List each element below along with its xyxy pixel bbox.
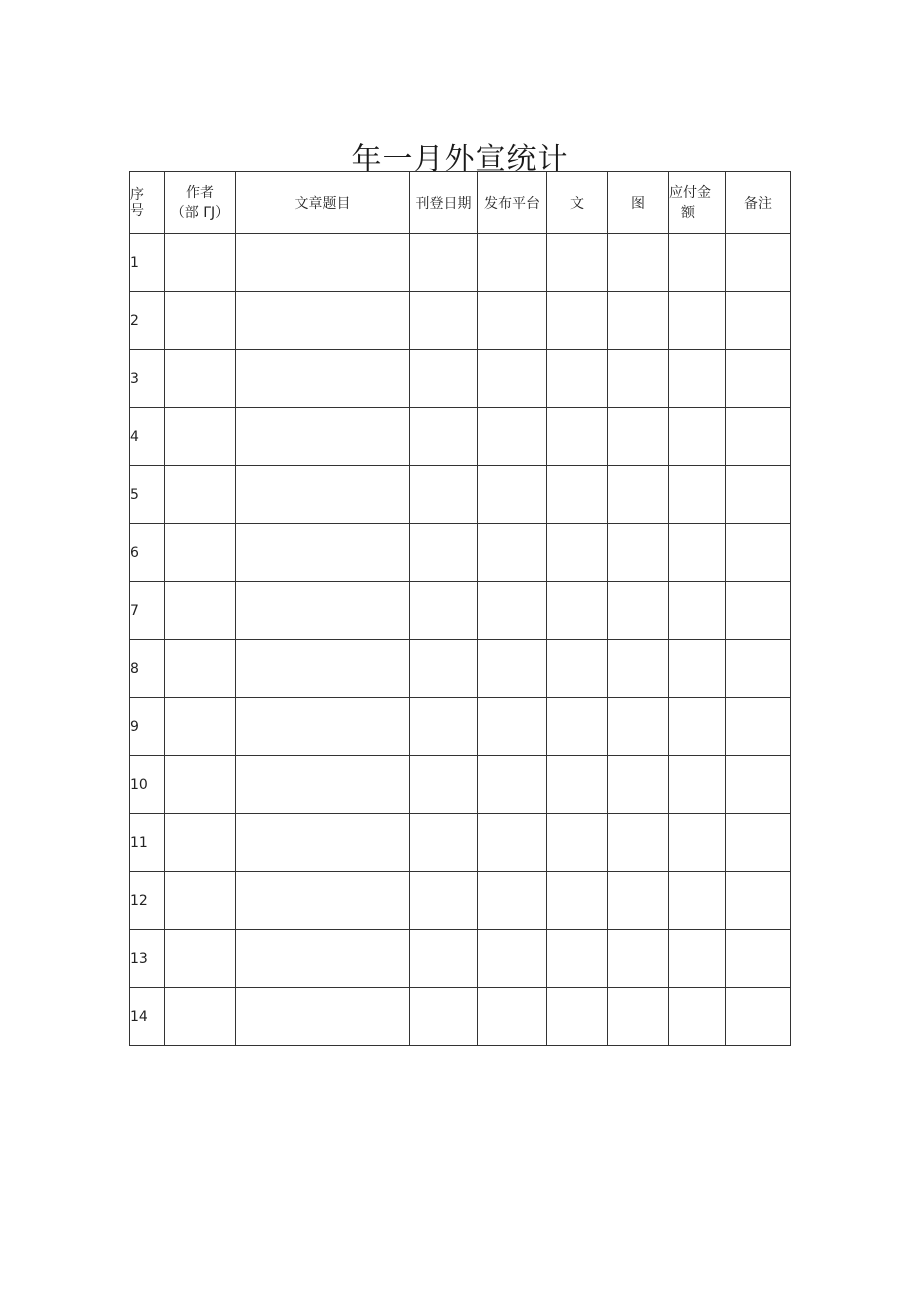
platform-cell[interactable]	[478, 872, 547, 930]
article-title-cell[interactable]	[236, 756, 410, 814]
author-cell[interactable]	[165, 234, 236, 292]
table-row	[130, 582, 791, 640]
header-amount: 应付金 额	[669, 172, 726, 234]
amount-cell[interactable]	[669, 756, 726, 814]
article-title-cell[interactable]	[236, 350, 410, 408]
author-cell[interactable]	[165, 466, 236, 524]
publish-date-cell[interactable]	[410, 582, 478, 640]
amount-cell[interactable]	[669, 698, 726, 756]
article-title-cell[interactable]	[236, 640, 410, 698]
row-number: 13	[130, 930, 165, 988]
author-cell[interactable]	[165, 350, 236, 408]
text-cell[interactable]	[547, 350, 608, 408]
text-cell[interactable]	[547, 524, 608, 582]
image-cell[interactable]	[608, 582, 669, 640]
row-number: 12	[130, 872, 165, 930]
amount-cell[interactable]	[669, 234, 726, 292]
platform-cell[interactable]	[478, 814, 547, 872]
header-seq: 序 号	[130, 172, 165, 234]
article-title-cell[interactable]	[236, 408, 410, 466]
amount-cell[interactable]	[669, 292, 726, 350]
amount-cell[interactable]	[669, 350, 726, 408]
image-cell[interactable]	[608, 234, 669, 292]
header-platform: 发布平台	[478, 172, 547, 234]
table-row	[130, 756, 791, 814]
image-cell[interactable]	[608, 408, 669, 466]
table-row	[130, 350, 791, 408]
header-article-title: 文章题目	[236, 172, 410, 234]
remarks-cell[interactable]	[726, 408, 791, 466]
author-cell[interactable]	[165, 524, 236, 582]
text-cell[interactable]	[547, 988, 608, 1046]
amount-cell[interactable]	[669, 524, 726, 582]
page-title: 年一月外宣统计	[351, 142, 569, 177]
article-title-cell[interactable]	[236, 698, 410, 756]
image-cell[interactable]	[608, 930, 669, 988]
amount-cell[interactable]	[669, 872, 726, 930]
image-cell[interactable]	[608, 872, 669, 930]
amount-cell[interactable]	[669, 814, 726, 872]
header-text: 文	[547, 172, 608, 234]
author-cell[interactable]	[165, 698, 236, 756]
header-row	[130, 172, 791, 234]
platform-cell[interactable]	[478, 988, 547, 1046]
remarks-cell[interactable]	[726, 350, 791, 408]
image-cell[interactable]	[608, 988, 669, 1046]
remarks-cell[interactable]	[726, 930, 791, 988]
remarks-cell[interactable]	[726, 988, 791, 1046]
text-cell[interactable]	[547, 872, 608, 930]
publish-date-cell[interactable]	[410, 814, 478, 872]
article-title-cell[interactable]	[236, 930, 410, 988]
article-title-cell[interactable]	[236, 814, 410, 872]
platform-cell[interactable]	[478, 930, 547, 988]
row-number: 14	[130, 988, 165, 1046]
remarks-cell[interactable]	[726, 466, 791, 524]
row-number: 6	[130, 524, 165, 582]
platform-cell[interactable]	[478, 582, 547, 640]
article-title-cell[interactable]	[236, 872, 410, 930]
article-title-cell[interactable]	[236, 234, 410, 292]
platform-cell[interactable]	[478, 292, 547, 350]
publish-date-cell[interactable]	[410, 698, 478, 756]
row-number: 3	[130, 350, 165, 408]
row-number: 7	[130, 582, 165, 640]
author-cell[interactable]	[165, 930, 236, 988]
text-cell[interactable]	[547, 640, 608, 698]
remarks-cell[interactable]	[726, 234, 791, 292]
author-cell[interactable]	[165, 292, 236, 350]
article-title-cell[interactable]	[236, 582, 410, 640]
remarks-cell[interactable]	[726, 814, 791, 872]
publish-date-cell[interactable]	[410, 756, 478, 814]
platform-cell[interactable]	[478, 524, 547, 582]
platform-cell[interactable]	[478, 640, 547, 698]
table-row	[130, 234, 791, 292]
text-cell[interactable]	[547, 756, 608, 814]
platform-cell[interactable]	[478, 408, 547, 466]
publish-date-cell[interactable]	[410, 292, 478, 350]
table-row	[130, 292, 791, 350]
header-author: 作者 （部 ΓJ）	[165, 172, 236, 234]
remarks-cell[interactable]	[726, 640, 791, 698]
platform-cell[interactable]	[478, 756, 547, 814]
remarks-cell[interactable]	[726, 872, 791, 930]
table-row	[130, 872, 791, 930]
image-cell[interactable]	[608, 524, 669, 582]
table-row	[130, 814, 791, 872]
header-image: 图	[608, 172, 669, 234]
author-cell[interactable]	[165, 408, 236, 466]
article-title-cell[interactable]	[236, 988, 410, 1046]
row-number: 9	[130, 698, 165, 756]
text-cell[interactable]	[547, 408, 608, 466]
stats-table	[129, 171, 791, 1046]
article-title-cell[interactable]	[236, 292, 410, 350]
platform-cell[interactable]	[478, 698, 547, 756]
publish-date-cell[interactable]	[410, 234, 478, 292]
table-row	[130, 408, 791, 466]
text-cell[interactable]	[547, 930, 608, 988]
table-row	[130, 698, 791, 756]
amount-cell[interactable]	[669, 582, 726, 640]
author-cell[interactable]	[165, 582, 236, 640]
publish-date-cell[interactable]	[410, 640, 478, 698]
publish-date-cell[interactable]	[410, 872, 478, 930]
image-cell[interactable]	[608, 466, 669, 524]
image-cell[interactable]	[608, 640, 669, 698]
remarks-cell[interactable]	[726, 698, 791, 756]
table-row	[130, 930, 791, 988]
article-title-cell[interactable]	[236, 466, 410, 524]
amount-cell[interactable]	[669, 408, 726, 466]
publish-date-cell[interactable]	[410, 466, 478, 524]
platform-cell[interactable]	[478, 350, 547, 408]
image-cell[interactable]	[608, 814, 669, 872]
author-cell[interactable]	[165, 872, 236, 930]
article-title-cell[interactable]	[236, 524, 410, 582]
row-number: 4	[130, 408, 165, 466]
amount-cell[interactable]	[669, 988, 726, 1046]
text-cell[interactable]	[547, 234, 608, 292]
remarks-cell[interactable]	[726, 292, 791, 350]
row-number: 1	[130, 234, 165, 292]
row-number: 2	[130, 292, 165, 350]
text-cell[interactable]	[547, 292, 608, 350]
publish-date-cell[interactable]	[410, 524, 478, 582]
table-row	[130, 466, 791, 524]
remarks-cell[interactable]	[726, 524, 791, 582]
image-cell[interactable]	[608, 292, 669, 350]
image-cell[interactable]	[608, 698, 669, 756]
amount-cell[interactable]	[669, 640, 726, 698]
text-cell[interactable]	[547, 466, 608, 524]
author-cell[interactable]	[165, 988, 236, 1046]
text-cell[interactable]	[547, 814, 608, 872]
image-cell[interactable]	[608, 756, 669, 814]
publish-date-cell[interactable]	[410, 350, 478, 408]
remarks-cell[interactable]	[726, 582, 791, 640]
platform-cell[interactable]	[478, 466, 547, 524]
publish-date-cell[interactable]	[410, 988, 478, 1046]
table-row	[130, 640, 791, 698]
author-cell[interactable]	[165, 756, 236, 814]
header-remarks: 备注	[726, 172, 791, 234]
text-cell[interactable]	[547, 698, 608, 756]
remarks-cell[interactable]	[726, 756, 791, 814]
text-cell[interactable]	[547, 582, 608, 640]
table-row	[130, 988, 791, 1046]
publish-date-cell[interactable]	[410, 408, 478, 466]
header-publish-date: 刊登日期	[410, 172, 478, 234]
row-number: 11	[130, 814, 165, 872]
author-cell[interactable]	[165, 640, 236, 698]
image-cell[interactable]	[608, 350, 669, 408]
table-row	[130, 524, 791, 582]
amount-cell[interactable]	[669, 930, 726, 988]
amount-cell[interactable]	[669, 466, 726, 524]
row-number: 5	[130, 466, 165, 524]
author-cell[interactable]	[165, 814, 236, 872]
platform-cell[interactable]	[478, 234, 547, 292]
row-number: 8	[130, 640, 165, 698]
publish-date-cell[interactable]	[410, 930, 478, 988]
row-number: 10	[130, 756, 165, 814]
